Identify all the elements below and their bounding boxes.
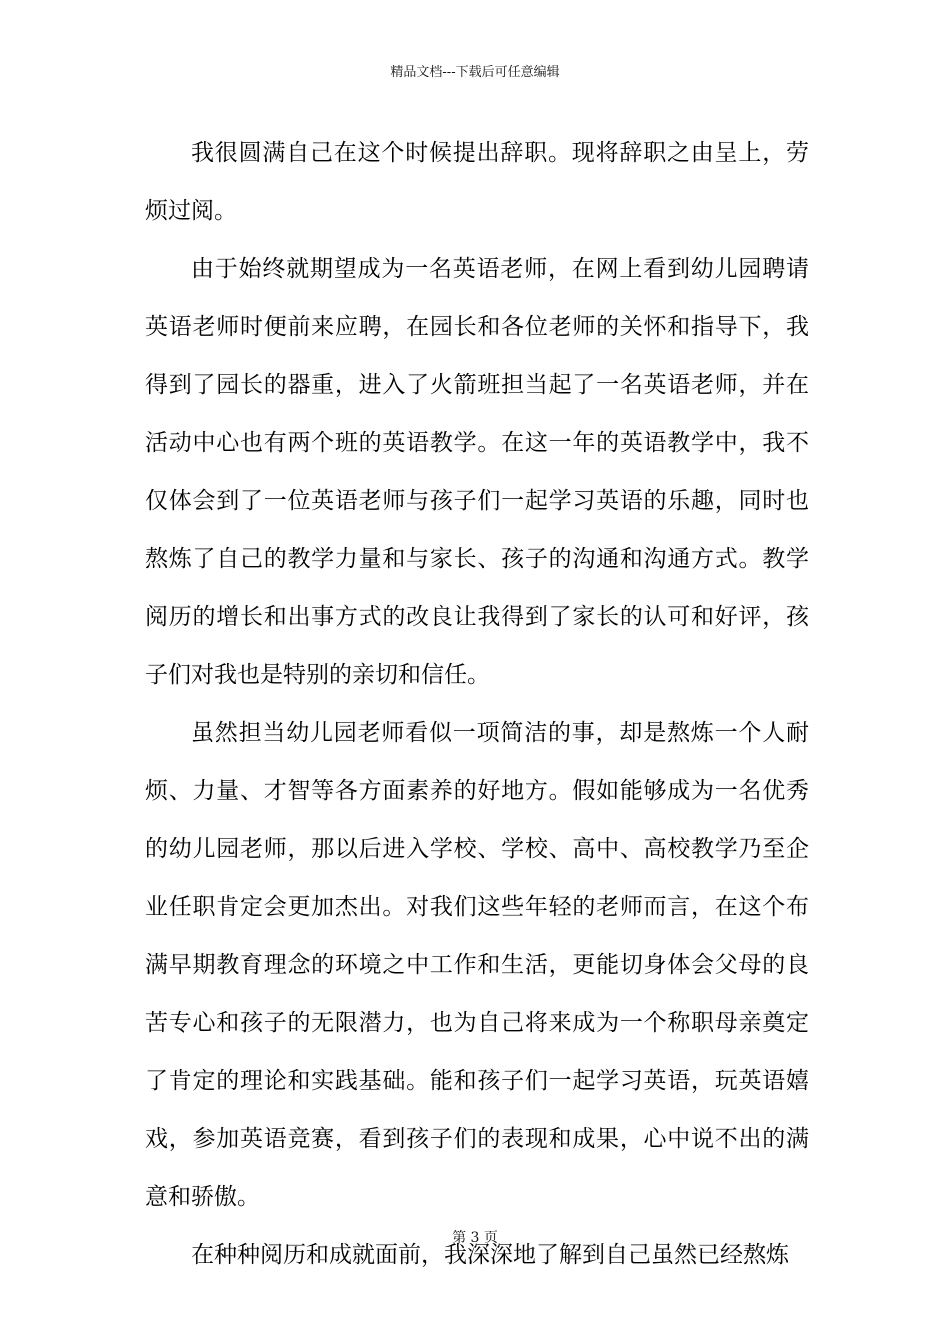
paragraph-experience-continued: 在种种阅历和成就面前，我深深地了解到自己虽然已经熬炼 <box>191 1242 789 1268</box>
document-body <box>145 124 809 1284</box>
page-header: 精品文档---下载后可任意编辑 <box>390 65 560 80</box>
paragraph-english-teacher-experience: 由于始终就期望成为一名英语老师，在网上看到幼儿园聘请英语老师时便前来应聘，在园长和各位老师的关怀和指导下，我得到了园长的器重，进入了火箭班担当起了一名英语老师，并在活动中心也有两个班的英语教学。在这一年的英语教学中，我不仅体会到了一位英语老师与孩子们一起学习英语的乐趣，同时也熬炼了自己的教学力量和与家长、孩子的沟通和沟通方式。教学阅历的增长和出事方式的改良让我得到了家长的认可和好评，孩子们对我也是特别的亲切和信任。 <box>145 256 809 688</box>
paragraph-resignation-intro: 我很圆满自己在这个时候提出辞职。现将辞职之由呈上，劳烦过阅。 <box>145 140 809 224</box>
paragraph-kindergarten-teaching-value: 虽然担当幼儿园老师看似一项简洁的事，却是熬炼一个人耐烦、力量、才智等各方面素养的好地方。假如能够成为一名优秀的幼儿园老师，那以后进入学校、学校、高中、高校教学乃至企业任职肯定会更加杰出。对我们这些年轻的老师而言，在这个布满早期教育理念的环境之中工作和生活，更能切身体会父母的良苦专心和孩子的无限潜力，也为自己将来成为一个称职母亲奠定了肯定的理论和实践基础。能和孩子们一起学习英语，玩英语嬉戏，参加英语竞赛，看到孩子们的表现和成果，心中说不出的满意和骄傲。 <box>145 720 809 1210</box>
page-number: 第 3 页 <box>452 1230 498 1246</box>
